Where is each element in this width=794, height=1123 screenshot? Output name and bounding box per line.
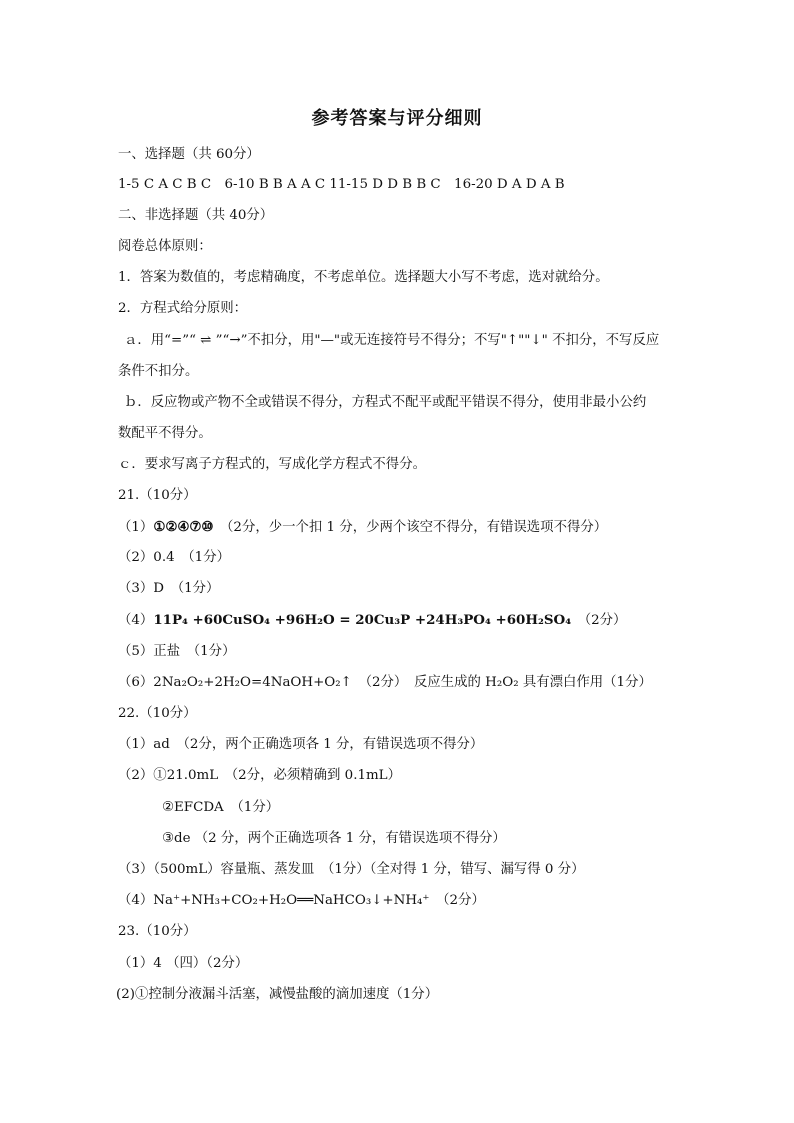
- q23-answer-1: （1）4 （四）（2分）: [118, 956, 249, 971]
- q21-answer-6: [118, 674, 652, 692]
- principle-a-line-2: 条件不扣分。: [118, 364, 199, 379]
- q22-answer-2-1: （2）①21.0mL （2分，必须精确到 0.1mL）: [118, 768, 401, 783]
- q21-answer-3: （3）D （1分）: [118, 581, 220, 596]
- q22-answer-4: （4）Na⁺+NH₃+CO₂+H₂O══NaHCO₃↓+NH₄⁺ （2分）: [118, 893, 485, 908]
- q21-4-equation: 11P₄ +60CuSO₄ +96H₂O = 20Cu₃P +24H₃PO₄ +60H₂SO₄: [153, 612, 572, 628]
- q21-1-label: （1）: [118, 520, 154, 535]
- q21-4-note: （2分）: [571, 613, 627, 628]
- q22-answer-2-3: ③de （2 分，两个正确选项各 1 分，有错误选项不得分）: [162, 831, 506, 846]
- q21-answer-4: [118, 611, 626, 630]
- section-1-heading: 一、选择题（共 60分）: [118, 147, 260, 162]
- principles-heading: 阅卷总体原则：: [118, 239, 212, 254]
- q21-6-equation: （6）2Na₂O₂+2H₂O=4NaOH+O₂↑: [118, 675, 352, 690]
- q22-answer-1: （1）ad （2分，两个正确选项各 1 分，有错误选项不得分）: [118, 737, 484, 752]
- q21-heading: 21.（10分）: [118, 488, 197, 503]
- choice-answers: 1-5 C A C B C 6-10 B B A A C 11-15 D D B B C 16-20 D A D A B: [118, 177, 565, 192]
- principle-b-line-1: ｂ．反应物或产物不全或错误不得分，方程式不配平或配平错误不得分，使用非最小公约: [124, 395, 647, 410]
- q22-answer-2-2: ②EFCDA （1分）: [162, 800, 280, 815]
- q21-1-note: （2分，少一个扣 1 分，少两个该空不得分，有错误选项不得分）: [213, 520, 608, 535]
- q21-answer-5: （5）正盐 （1分）: [118, 644, 236, 659]
- principle-a-line-1: ａ．用“=”“ ⇌ ”“→”不扣分，用"—"或无连接符号不得分；不写"↑""↓" 不扣分，不写反应: [124, 333, 660, 348]
- q21-6-note: （2分） 反应生成的 H₂O₂ 具有漂白作用（1分）: [351, 675, 652, 690]
- q22-answer-3: （3）（500mL）容量瓶、蒸发皿 （1分）（全对得 1 分，错写、漏写得 0 分）: [118, 862, 585, 877]
- q23-answer-2: (2)①控制分液漏斗活塞，减慢盐酸的滴加速度（1分）: [116, 987, 439, 1002]
- principle-1: 1．答案为数值的，考虑精确度，不考虑单位。选择题大小写不考虑，选对就给分。: [118, 270, 609, 285]
- q21-answer-1: [118, 518, 607, 537]
- q21-1-answer: ①②④⑦⑩: [153, 519, 214, 535]
- principle-b-line-2: 数配平不得分。: [118, 426, 212, 441]
- principle-2: 2．方程式给分原则：: [118, 301, 248, 316]
- q21-4-label: （4）: [118, 613, 154, 628]
- q23-heading: 23.（10分）: [118, 924, 197, 939]
- q22-heading: 22.（10分）: [118, 706, 197, 721]
- section-2-heading: 二、非选择题（共 40分）: [118, 208, 274, 223]
- page-title: 参考答案与评分细则: [311, 108, 483, 129]
- principle-c: ｃ．要求写离子方程式的，写成化学方程式不得分。: [118, 457, 426, 472]
- q21-answer-2: （2）0.4 （1分）: [118, 550, 230, 565]
